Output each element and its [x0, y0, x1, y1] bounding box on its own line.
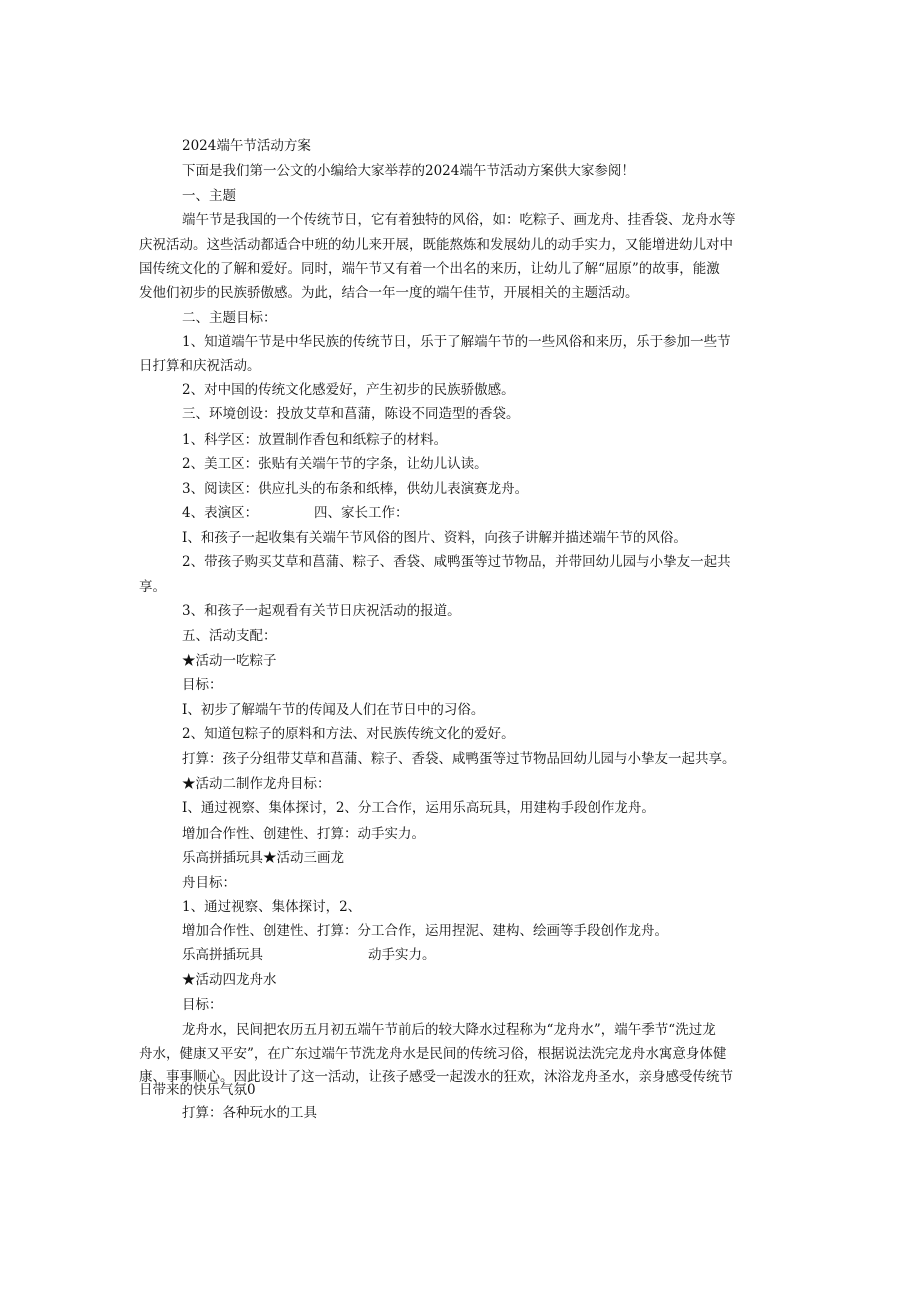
activity-4-heading: ★活动四龙舟水	[182, 972, 277, 988]
section-3-item-4: 4、表演区：	[182, 505, 259, 521]
section-1-paragraph-line: 庆祝活动。这些活动都适合中班的幼儿来开展，既能熬炼和发展幼儿的动手实力，又能增进幼儿对中	[139, 237, 733, 253]
section-3-item-2: 2、美工区：张贴有关端午节的字条，让幼儿认读。	[182, 456, 488, 472]
activity-3-line-4a: 乐高拼插玩具	[182, 947, 263, 963]
section-2-heading: 二、主题目标：	[182, 310, 277, 326]
activity-4-paragraph-line: 龙舟水，民间把农历五月初五端午节前后的较大降水过程称为“龙舟水”，端午季节“洗过龙	[182, 1022, 716, 1038]
activity-4-paragraph-line: 舟水，健康又平安”，在广东过端午节洗龙舟水是民间的传统习俗，根据说法洗完龙舟水寓意身体健	[139, 1046, 727, 1062]
activity-3-line-3: 增加合作性、创建性、打算：分工合作，运用捏泥、建构、绘画等手段创作龙舟。	[182, 923, 668, 939]
section-3-item-1: 1、科学区：放置制作香包和纸粽子的材料。	[182, 432, 448, 448]
section-3-heading: 三、环境创设：投放艾草和菖蒲，陈设不同造型的香袋。	[182, 406, 520, 422]
section-2-item-1-cont: 日打算和庆祝活动。	[139, 358, 261, 374]
section-1-heading: 一、主题	[182, 188, 236, 204]
activity-3-goal-label: 舟目标：	[182, 875, 236, 891]
activity-1-item-2: 2、知道包粽子的原料和方法、对民族传统文化的爱好。	[182, 726, 515, 742]
activity-1-goal-label: 目标：	[182, 677, 223, 693]
activity-3-line-4b: 动手实力。	[368, 947, 436, 963]
section-1-paragraph-line: 国传统文化的了解和爱好。同时，端午节又有着一个出名的来历，让幼儿了解“屈原”的故事，能激	[139, 261, 720, 277]
section-4-item-1: I、和孩子一起收集有关端午节风俗的图片、资料，向孩子讲解并描述端午节的风俗。	[182, 530, 687, 546]
section-2-item-2: 2、对中国的传统文化感爱好，产生初步的民族骄傲感。	[182, 382, 515, 398]
section-4-item-2: 2、带孩子购买艾草和菖蒲、粽子、香袋、咸鸭蛋等过节物品，并带回幼儿园与小挚友一起共	[182, 554, 731, 570]
activity-4-paragraph-line: 日带来的快乐气氛0	[139, 1082, 256, 1098]
section-4-item-2-cont: 享。	[139, 579, 166, 595]
section-3-item-3: 3、阅读区：供应扎头的布条和纸棒，供幼儿表演赛龙舟。	[182, 481, 529, 497]
section-2-item-1: 1、知道端午节是中华民族的传统节日，乐于了解端午节的一些风俗和来历，乐于参加一些节	[182, 334, 731, 350]
activity-4-paragraph-line: 康、事事顺心。因此设计了这一活动，让孩子感受一起泼水的狂欢，沐浴龙舟圣水，亲身感受传统节	[139, 1069, 733, 1085]
activity-2-item-1: I、通过视察、集体探讨，2、分工合作，运用乐高玩具，用建构手段创作龙舟。	[182, 800, 655, 816]
activity-2-heading: ★活动二制作龙舟目标：	[182, 776, 331, 792]
section-4-heading: 四、家长工作：	[314, 505, 409, 521]
section-1-paragraph-line: 端午节是我国的一个传统节日，它有着独特的风俗，如：吃粽子、画龙舟、挂香袋、龙舟水等	[182, 212, 736, 228]
section-1-paragraph-line: 发他们初步的民族骄傲感。为此，结合一年一度的端午佳节，开展相关的主题活动。	[139, 285, 639, 301]
activity-1-preparation: 打算：孩子分组带艾草和菖蒲、粽子、香袋、咸鸭蛋等过节物品回幼儿园与小挚友一起共享。	[182, 751, 736, 767]
doc-title: 2024端午节活动方案	[182, 138, 311, 154]
activity-1-item-1: I、初步了解端午节的传闻及人们在节日中的习俗。	[182, 702, 485, 718]
activity-3-item-1: 1、通过视察、集体探讨，2、	[182, 899, 362, 915]
activity-4-preparation: 打算：各种玩水的工具	[182, 1105, 317, 1121]
intro-line: 下面是我们第一公文的小编给大家举荐的2024端午节活动方案供大家参阅！	[182, 163, 635, 179]
activity-4-goal-label: 目标：	[182, 997, 223, 1013]
activity-2-line-2: 增加合作性、创建性、打算：动手实力。	[182, 826, 425, 842]
section-4-item-3: 3、和孩子一起观看有关节日庆祝活动的报道。	[182, 603, 461, 619]
section-5-heading: 五、活动支配：	[182, 628, 277, 644]
activity-1-heading: ★活动一吃粽子	[182, 653, 277, 669]
activity-2-line-3: 乐高拼插玩具★活动三画龙	[182, 850, 344, 866]
